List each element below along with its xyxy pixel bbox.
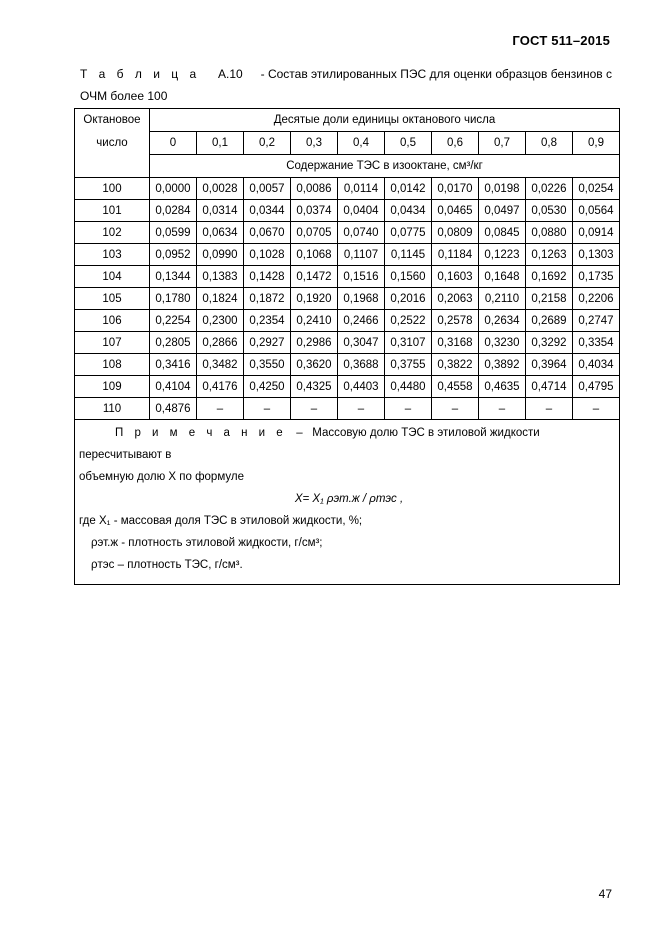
tenth-header-cell: 0,7	[479, 132, 526, 155]
tenth-header-cell: 0,1	[197, 132, 244, 155]
value-cell: 0,2110	[479, 288, 526, 310]
caption-number: А.10	[218, 67, 243, 81]
value-cell: 0,4325	[291, 376, 338, 398]
page-number: 47	[598, 887, 612, 901]
value-cell: 0,0845	[479, 222, 526, 244]
table-row	[75, 244, 620, 266]
value-cell: 0,2063	[432, 288, 479, 310]
value-cell: 0,2206	[573, 288, 620, 310]
value-cell: 0,2805	[150, 332, 197, 354]
value-cell: 0,1692	[526, 266, 573, 288]
value-cell: 0,0028	[197, 178, 244, 200]
tenth-header-cell: 0,5	[385, 132, 432, 155]
value-cell: 0,0740	[338, 222, 385, 244]
value-cell: 0,0404	[338, 200, 385, 222]
value-cell: 0,1824	[197, 288, 244, 310]
table-row	[75, 200, 620, 222]
value-cell: 0,3482	[197, 354, 244, 376]
note-formula: X= X₁ ρэт.ж / ρтэс ,	[294, 493, 404, 505]
document-code: ГОСТ 511–2015	[512, 33, 610, 48]
header-row-2	[75, 132, 620, 155]
value-cell: 0,4635	[479, 376, 526, 398]
value-cell: 0,2354	[244, 310, 291, 332]
caption-line-2: ОЧМ более 100	[80, 89, 168, 103]
octane-number-cell: 108	[75, 354, 150, 376]
value-cell: 0,1516	[338, 266, 385, 288]
value-cell: 0,1428	[244, 266, 291, 288]
value-cell: 0,0564	[573, 200, 620, 222]
value-cell: 0,1383	[197, 266, 244, 288]
table-row	[75, 266, 620, 288]
col0-header-top: Октановое	[75, 109, 150, 132]
note-line-1	[79, 422, 619, 466]
value-cell: 0,0114	[338, 178, 385, 200]
value-cell: 0,2158	[526, 288, 573, 310]
value-cell: 0,0170	[432, 178, 479, 200]
value-cell: 0,3168	[432, 332, 479, 354]
value-cell: 0,1223	[479, 244, 526, 266]
note-label: П р и м е ч а н и е	[115, 427, 287, 439]
value-cell: 0,2300	[197, 310, 244, 332]
value-cell: 0,0434	[385, 200, 432, 222]
value-cell: 0,1263	[526, 244, 573, 266]
value-cell: –	[197, 398, 244, 420]
note-text-1: Массовую долю ТЭС в этиловой жидкости пересчитывают в	[79, 427, 540, 461]
value-cell: –	[432, 398, 479, 420]
value-cell: –	[291, 398, 338, 420]
tenth-header-cell: 0,2	[244, 132, 291, 155]
value-cell: 0,0254	[573, 178, 620, 200]
table-row	[75, 332, 620, 354]
table-row	[75, 354, 620, 376]
value-cell: 0,0952	[150, 244, 197, 266]
table-row	[75, 222, 620, 244]
octane-number-cell: 109	[75, 376, 150, 398]
header-row-3	[75, 155, 620, 178]
note-line-2: объемную долю X по формуле	[79, 471, 244, 483]
value-cell: 0,1028	[244, 244, 291, 266]
group-header: Десятые доли единицы октанового числа	[150, 109, 620, 132]
value-cell: 0,1184	[432, 244, 479, 266]
value-cell: 0,2747	[573, 310, 620, 332]
value-cell: 0,3416	[150, 354, 197, 376]
value-cell: 0,3892	[479, 354, 526, 376]
octane-number-cell: 106	[75, 310, 150, 332]
value-cell: 0,1560	[385, 266, 432, 288]
octane-number-cell: 107	[75, 332, 150, 354]
note-where: где X₁ - массовая доля ТЭС в этиловой жидкости, %;	[79, 515, 363, 527]
value-cell: 0,3688	[338, 354, 385, 376]
value-cell: 0,1603	[432, 266, 479, 288]
value-cell: –	[479, 398, 526, 420]
value-cell: 0,0530	[526, 200, 573, 222]
value-cell: 0,2466	[338, 310, 385, 332]
value-cell: 0,0990	[197, 244, 244, 266]
value-cell: 0,0465	[432, 200, 479, 222]
note-dash: –	[296, 427, 303, 439]
value-cell: –	[385, 398, 432, 420]
value-cell: 0,0497	[479, 200, 526, 222]
value-cell: 0,0914	[573, 222, 620, 244]
value-cell: 0,1872	[244, 288, 291, 310]
value-cell: 0,0086	[291, 178, 338, 200]
value-cell: 0,2689	[526, 310, 573, 332]
value-cell: 0,1303	[573, 244, 620, 266]
table-row	[75, 178, 620, 200]
value-cell: –	[338, 398, 385, 420]
caption-label: Т а б л и ц а	[80, 67, 201, 81]
note-rho-tes: ρтэс – плотность ТЭС, г/см³.	[91, 559, 243, 571]
value-cell: 0,2410	[291, 310, 338, 332]
value-cell: 0,3354	[573, 332, 620, 354]
value-cell: 0,0142	[385, 178, 432, 200]
value-cell: 0,2927	[244, 332, 291, 354]
value-cell: 0,3620	[291, 354, 338, 376]
value-cell: 0,2634	[479, 310, 526, 332]
value-cell: 0,0599	[150, 222, 197, 244]
value-cell: 0,0198	[479, 178, 526, 200]
value-cell: 0,3755	[385, 354, 432, 376]
value-cell: 0,0880	[526, 222, 573, 244]
value-cell: 0,1472	[291, 266, 338, 288]
value-cell: 0,1735	[573, 266, 620, 288]
value-cell: 0,1344	[150, 266, 197, 288]
octane-number-cell: 100	[75, 178, 150, 200]
value-cell: 0,1145	[385, 244, 432, 266]
value-cell: 0,0809	[432, 222, 479, 244]
tenth-header-cell: 0,8	[526, 132, 573, 155]
tenth-header-cell: 0,3	[291, 132, 338, 155]
col0-header-bottom: число	[75, 132, 150, 155]
octane-number-cell: 103	[75, 244, 150, 266]
value-cell: 0,3230	[479, 332, 526, 354]
value-cell: 0,4403	[338, 376, 385, 398]
value-cell: 0,2522	[385, 310, 432, 332]
caption-line-1	[80, 63, 612, 85]
value-cell: 0,2866	[197, 332, 244, 354]
value-cell: 0,4714	[526, 376, 573, 398]
table-row	[75, 376, 620, 398]
table-row	[75, 310, 620, 332]
value-cell: 0,4034	[573, 354, 620, 376]
value-cell: 0,1920	[291, 288, 338, 310]
table-row	[75, 288, 620, 310]
octane-number-cell: 104	[75, 266, 150, 288]
value-cell: 0,4795	[573, 376, 620, 398]
value-cell: 0,0705	[291, 222, 338, 244]
value-cell: –	[526, 398, 573, 420]
value-cell: 0,0226	[526, 178, 573, 200]
value-cell: 0,0634	[197, 222, 244, 244]
value-cell: 0,4876	[150, 398, 197, 420]
octane-number-cell: 101	[75, 200, 150, 222]
ethyl-content-table	[74, 108, 620, 585]
value-cell: 0,1648	[479, 266, 526, 288]
value-cell: 0,2578	[432, 310, 479, 332]
value-cell: 0,0670	[244, 222, 291, 244]
value-cell: 0,1107	[338, 244, 385, 266]
value-cell: 0,4176	[197, 376, 244, 398]
table-caption	[80, 63, 612, 107]
value-cell: 0,2254	[150, 310, 197, 332]
value-cell: 0,2016	[385, 288, 432, 310]
note-row	[75, 420, 620, 585]
col0-header-empty	[75, 155, 150, 178]
tenth-header-cell: 0	[150, 132, 197, 155]
value-cell: 0,0057	[244, 178, 291, 200]
octane-number-cell: 110	[75, 398, 150, 420]
value-cell: 0,0000	[150, 178, 197, 200]
value-cell: 0,0374	[291, 200, 338, 222]
value-cell: 0,4480	[385, 376, 432, 398]
value-cell: 0,0314	[197, 200, 244, 222]
value-cell: 0,4250	[244, 376, 291, 398]
content-header: Содержание ТЭС в изооктане, см³/кг	[150, 155, 620, 178]
value-cell: 0,0344	[244, 200, 291, 222]
caption-text: - Состав этилированных ПЭС для оценки образцов бензинов с	[260, 67, 612, 81]
value-cell: 0,4104	[150, 376, 197, 398]
value-cell: 0,3550	[244, 354, 291, 376]
note-rho-etzh: ρэт.ж - плотность этиловой жидкости, г/см³;	[91, 537, 323, 549]
value-cell: 0,2986	[291, 332, 338, 354]
table-note	[75, 420, 620, 585]
tenth-header-cell: 0,9	[573, 132, 620, 155]
tenth-header-cell: 0,4	[338, 132, 385, 155]
value-cell: 0,1068	[291, 244, 338, 266]
table-row	[75, 398, 620, 420]
value-cell: 0,4558	[432, 376, 479, 398]
value-cell: 0,3822	[432, 354, 479, 376]
tenth-header-cell: 0,6	[432, 132, 479, 155]
value-cell: 0,1968	[338, 288, 385, 310]
value-cell: –	[573, 398, 620, 420]
octane-number-cell: 105	[75, 288, 150, 310]
value-cell: 0,3964	[526, 354, 573, 376]
value-cell: –	[244, 398, 291, 420]
octane-number-cell: 102	[75, 222, 150, 244]
value-cell: 0,0775	[385, 222, 432, 244]
value-cell: 0,1780	[150, 288, 197, 310]
value-cell: 0,3047	[338, 332, 385, 354]
value-cell: 0,3107	[385, 332, 432, 354]
value-cell: 0,3292	[526, 332, 573, 354]
value-cell: 0,0284	[150, 200, 197, 222]
header-row-1	[75, 109, 620, 132]
